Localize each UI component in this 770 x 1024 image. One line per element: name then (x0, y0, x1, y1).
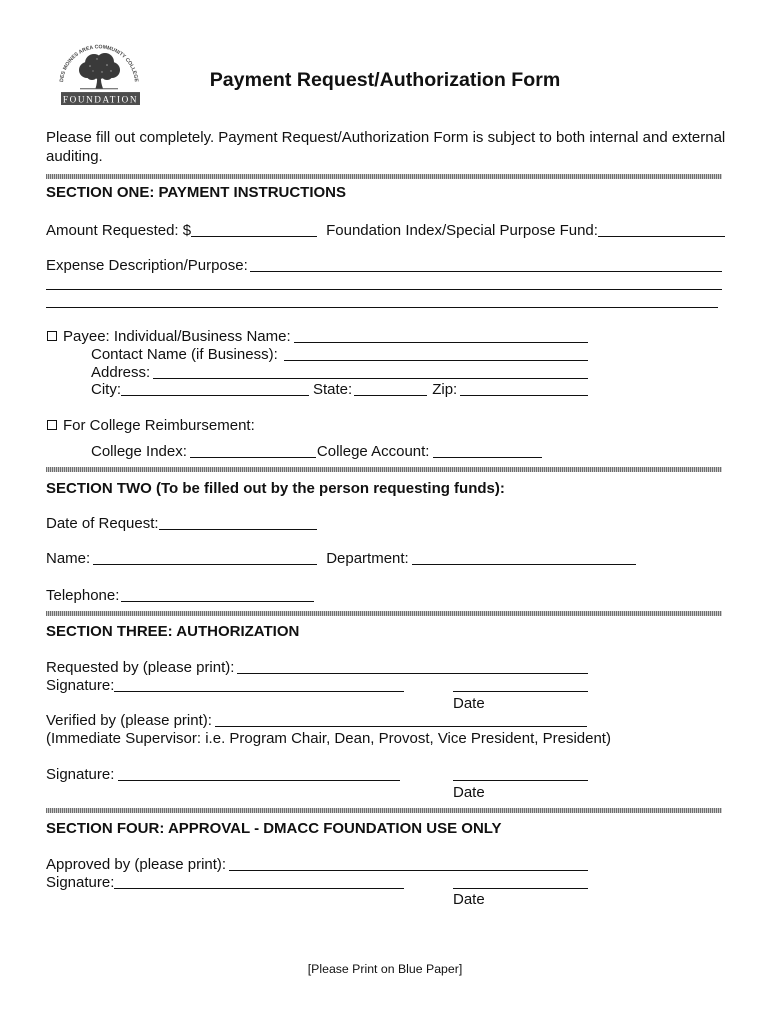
telephone-field[interactable] (121, 601, 314, 602)
payee-row (47, 328, 588, 346)
name-label: Name: (46, 550, 91, 567)
approver-signature-field[interactable] (114, 888, 404, 889)
expense-row (46, 257, 722, 275)
verified-by-label: Verified by (please print): (46, 712, 212, 729)
verified-by-row (46, 712, 587, 730)
approved-by-label: Approved by (please print): (46, 856, 227, 873)
name-field[interactable] (93, 564, 317, 565)
logo-arc-text-path: DES MOINES AREA COMMUNITY COLLEGE (59, 44, 139, 83)
supervisor-date-field[interactable] (453, 780, 588, 781)
payee-label: Payee: Individual/Business Name: (63, 328, 291, 345)
signature-label: Signature: (46, 874, 115, 891)
city-field[interactable] (121, 395, 309, 396)
state-label: State: (313, 381, 353, 398)
signature-label: Signature: (46, 766, 115, 783)
requester-signature-field[interactable] (114, 691, 404, 692)
approved-by-field[interactable] (229, 870, 588, 871)
payee-name-field[interactable] (294, 342, 588, 343)
college-index-row (91, 443, 542, 461)
date-of-request-label: Date of Request: (46, 515, 159, 532)
city-row (91, 381, 588, 399)
fund-field[interactable] (598, 236, 725, 237)
requester-signature-row (46, 677, 588, 695)
college-account-field[interactable] (433, 457, 542, 458)
supervisor-signature-row (46, 766, 588, 784)
date-label: Date (453, 891, 485, 908)
page-title: Payment Request/Authorization Form (209, 69, 561, 91)
telephone-label: Telephone: (46, 587, 120, 604)
zip-label: Zip: (432, 381, 458, 398)
college-account-label: College Account: (316, 443, 430, 460)
expense-description-line-3[interactable] (46, 307, 718, 308)
amount-requested-label: Amount Requested: $ (46, 222, 192, 239)
section-divider (46, 808, 722, 813)
requested-by-row (46, 659, 588, 677)
approver-signature-row (46, 874, 588, 892)
amount-row (46, 222, 725, 240)
footer-note: [Please Print on Blue Paper] (307, 962, 463, 976)
section-divider (46, 467, 722, 472)
state-field[interactable] (354, 395, 427, 396)
section-four-heading: SECTION FOUR: APPROVAL - DMACC FOUNDATION USE ONLY (46, 820, 502, 837)
requested-by-label: Requested by (please print): (46, 659, 235, 676)
payee-checkbox[interactable] (47, 331, 57, 341)
department-label: Department: (326, 550, 409, 567)
name-row (46, 550, 636, 568)
expense-description-field[interactable] (250, 271, 722, 272)
section-divider (46, 174, 722, 179)
signature-label: Signature: (46, 677, 115, 694)
reimbursement-checkbox[interactable] (47, 420, 57, 430)
date-of-request-field[interactable] (159, 529, 317, 530)
date-of-request-row (46, 515, 317, 533)
fund-label: Foundation Index/Special Purpose Fund: (326, 222, 598, 239)
college-index-field[interactable] (190, 457, 316, 458)
reimbursement-label: For College Reimbursement: (63, 417, 255, 434)
address-row (91, 364, 588, 382)
supervisor-note: (Immediate Supervisor: i.e. Program Chair, Dean, Provost, Vice President, President) (46, 730, 611, 747)
department-field[interactable] (412, 564, 636, 565)
expense-description-line-2[interactable] (46, 289, 722, 290)
approver-date-field[interactable] (453, 888, 588, 889)
intro-text: Please fill out completely. Payment Request/Authorization Form is subject to both internal and external auditing. (46, 129, 726, 165)
zip-field[interactable] (460, 395, 588, 396)
verified-by-field[interactable] (215, 726, 587, 727)
amount-requested-field[interactable] (191, 236, 317, 237)
address-field[interactable] (153, 378, 588, 379)
section-three-heading: SECTION THREE: AUTHORIZATION (46, 623, 300, 640)
logo-banner-text: FOUNDATION (62, 94, 139, 105)
requested-by-field[interactable] (237, 673, 588, 674)
section-divider (46, 611, 722, 616)
contact-row (91, 346, 588, 364)
date-label: Date (453, 784, 485, 801)
requester-date-field[interactable] (453, 691, 588, 692)
approved-by-row (46, 856, 588, 874)
college-index-label: College Index: (91, 443, 187, 460)
contact-name-field[interactable] (284, 360, 588, 361)
address-label: Address: (91, 364, 151, 381)
date-label: Date (453, 695, 485, 712)
city-label: City: (91, 381, 121, 398)
supervisor-signature-field[interactable] (118, 780, 400, 781)
section-two-heading: SECTION TWO (To be filled out by the person requesting funds): (46, 480, 505, 497)
contact-name-label: Contact Name (if Business): (91, 346, 278, 363)
expense-description-label: Expense Description/Purpose: (46, 257, 248, 274)
reimbursement-row (47, 417, 255, 435)
telephone-row (46, 587, 314, 605)
section-one-heading: SECTION ONE: PAYMENT INSTRUCTIONS (46, 184, 347, 201)
